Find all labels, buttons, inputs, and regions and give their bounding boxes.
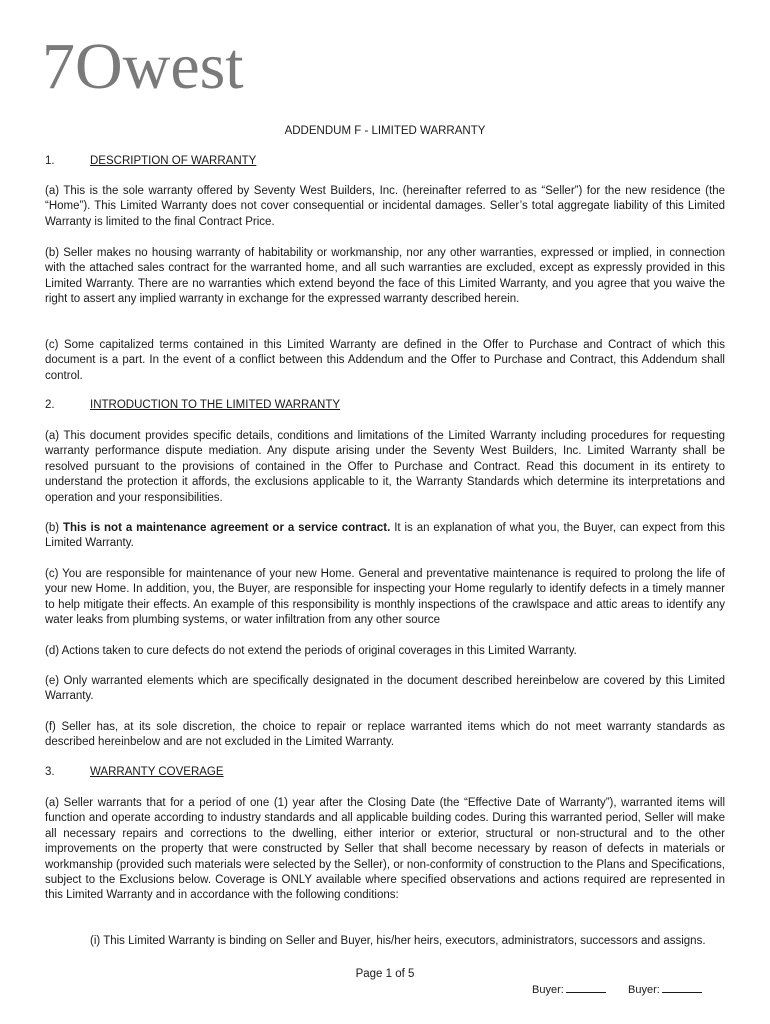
- buyer-initials-line: [662, 982, 702, 993]
- paragraph-1b: (b) Seller makes no housing warranty of habitability or workmanship, nor any other warranties, expressed or implied, in connection with the attached sales contract for the warranted home, and all such warranties are excluded, except as expressly provided in this Limited Warranty. There are no warranties which extend beyond the face of this Limited Warranty, and you agree that you waive the right to assert any implied warranty in exchange for the expressed warranty described herein.: [45, 247, 725, 306]
- section-number: 1.: [45, 155, 55, 167]
- paragraph-1a: (a) This is the sole warranty offered by Seventy West Builders, Inc. (hereinafter referred to as “Seller”) for the new residence (the “Home”). This Limited Warranty does not cover consequential or incidental damages. Seller’s total aggregate liability of this Limited Warranty is limited to the final Contract Price.: [45, 185, 725, 228]
- buyer-initials-1: [532, 982, 606, 996]
- paragraph-3a-i: (i) This Limited Warranty is binding on Seller and Buyer, his/her heirs, executors, administrators, successors and assigns.: [90, 935, 706, 947]
- buyer-label: Buyer:: [532, 984, 564, 996]
- company-logo: [42, 26, 244, 103]
- section-3-heading: [45, 766, 224, 778]
- paragraph-2d: (d) Actions taken to cure defects do not extend the periods of original coverages in this Limited Warranty.: [45, 645, 577, 657]
- section-2-heading: [45, 399, 340, 411]
- section-title: INTRODUCTION TO THE LIMITED WARRANTY: [90, 399, 341, 411]
- paragraph-prefix: (b): [45, 522, 63, 534]
- section-title: DESCRIPTION OF WARRANTY: [90, 155, 257, 167]
- paragraph-3a: (a) Seller warrants that for a period of one (1) year after the Closing Date (the “Effective Date of Warranty”), warranted items will function and operate according to industry standards and all applicable building codes. During this warranted period, Seller will make all necessary repairs and corrections to the dwelling, either interior or exterior, structural or non-structural and to the other improvements on the property that were constructed by Seller that shall become necessary by reason of defects in materials or workmanship (provided such materials were selected by the Seller), or non-conformity of construction to the Plans and Specifications, subject to the Exclusions below. Coverage is ONLY available where specified observations and actions required are represented in this Limited Warranty and in accordance with the following conditions:: [45, 797, 725, 902]
- paragraph-2a: (a) This document provides specific details, conditions and limitations of the Limited Warranty including procedures for requesting warranty performance dispute mediation. Any dispute arising under the Seventy West Builders, Inc. Limited Warranty shall be resolved pursuant to the provisions of contained in the Offer to Purchase and Contract. Read this document in its entirety to understand the protection it affords, the exclusions applicable to it, the Warranty Standards which determine its interpretations and operation and your responsibilities.: [45, 430, 725, 504]
- paragraph-2f: (f) Seller has, at its sole discretion, the choice to repair or replace warranted items which do not meet warranty standards as described hereinbelow and are not excluded in the Limited Warranty.: [45, 721, 725, 749]
- buyer-initials-2: [628, 982, 702, 996]
- logo-mark: 7Owest: [42, 30, 244, 103]
- seventy-west-logo: [42, 26, 244, 103]
- section-title: WARRANTY COVERAGE: [90, 766, 224, 778]
- paragraph-1c: (c) Some capitalized terms contained in this Limited Warranty are defined in the Offer to Purchase and Contract of which this document is a part. In the event of a conflict between this Addendum and the Offer to Purchase and Contract, this Addendum shall control.: [45, 339, 725, 382]
- paragraph-2c: (c) You are responsible for maintenance of your new Home. General and preventative maintenance is required to prolong the life of your new Home. In addition, you, the Buyer, are responsible for inspecting your Home regularly to identify defects in a timely manner to help mitigate their effects. An example of this responsibility is monthly inspections of the crawlspace and attic areas to identify any water leaks from plumbing systems, or water infiltration from any other source: [45, 568, 725, 627]
- paragraph-2e: (e) Only warranted elements which are specifically designated in the document described hereinbelow are covered by this Limited Warranty.: [45, 675, 725, 703]
- paragraph-bold-text: This is not a maintenance agreement or a service contract.: [62, 522, 391, 534]
- paragraph-2b: [45, 521, 725, 552]
- buyer-initials-line: [566, 982, 606, 993]
- buyer-label: Buyer:: [628, 984, 660, 996]
- section-1-heading: [45, 155, 256, 167]
- section-number: 2.: [45, 399, 55, 411]
- page-number: Page 1 of 5: [355, 968, 415, 980]
- document-title: ADDENDUM F - LIMITED WARRANTY: [284, 125, 486, 137]
- section-number: 3.: [45, 766, 55, 778]
- paragraph-text: It is an explanation of what you, the Buyer, can expect from this Limited Warranty.: [45, 522, 725, 550]
